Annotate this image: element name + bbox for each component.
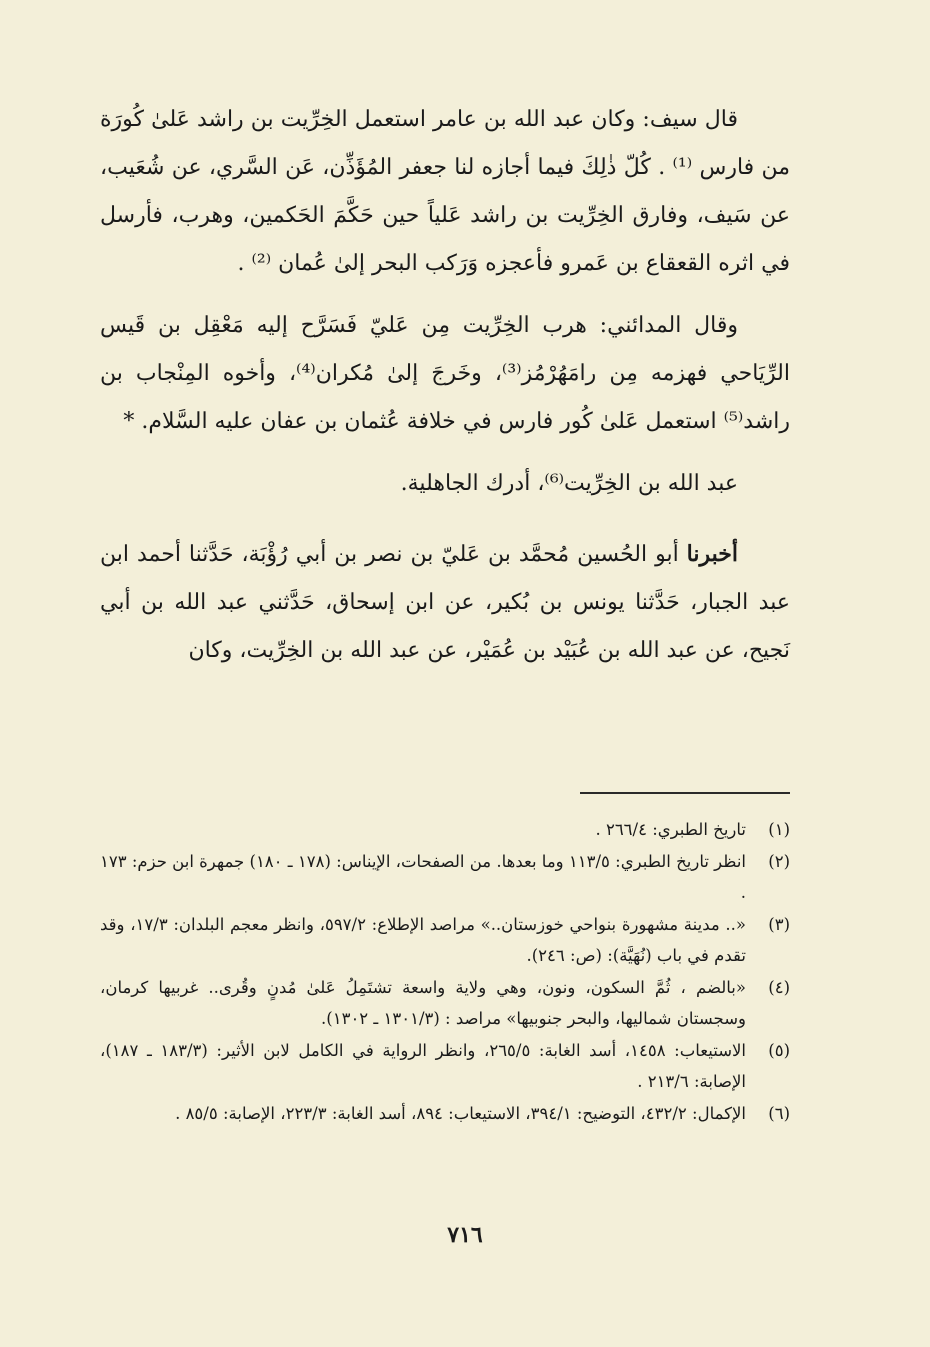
footnote-text: الإكمال: ٤٣٢/٢، التوضيح: ٣٩٤/١، الاستيعاب: ٨٩٤، أسد الغابة: ٢٢٣/٣، الإصابة: ٨٥/٥ . [175,1104,746,1123]
footnote-number: (٢) [768,852,790,871]
paragraph-4-lead: أخبرنا [686,541,738,567]
footnote [100,1035,790,1097]
footnote-text: تاريخ الطبري: ٢٦٦/٤ . [595,820,746,839]
paragraph-2: وقال المدائني: هرب الخِرِّيت مِن عَليّ فَسَرَّح إليه مَعْقِل بن قَيس الرِّيَاحي فهزمه مِن رامَهُرْمُز⁽³⁾، وخَرجَ إلىٰ مُكران⁽⁴⁾، وأخوه المِنْجاب بن راشد⁽⁵⁾ استعمل عَلىٰ كُور فارس في خلافة عُثمان بن عفان عليه السَّلام. * [100,313,790,434]
footnotes [100,814,790,1130]
footnote-text: «.. مدينة مشهورة بنواحي خوزستان..» مراصد الإطلاع: ٥٩٧/٢، وانظر معجم البلدان: ١٧/٣، وقد تقدم في باب (نُهَيَّة): (ص: ٢٤٦). [100,915,746,965]
footnote-rule [580,792,790,794]
entry-heading: عبد الله بن الخِرِّيت⁽⁶⁾، أدرك الجاهلية. [400,471,738,496]
footnote-number: (٣) [768,915,790,934]
paragraph-4-text: أبو الحُسين مُحمَّد بن عَليّ بن نصر بن أبي رُؤْبَة، حَدَّثنا أحمد ابن عبد الجبار، حَدَّثنا يونس بن بُكير، عن ابن إسحاق، حَدَّثني عبد الله بن أبي نَجيح، عن عبد الله بن عُبَيْد بن عُمَيْر، عن عبد الله بن الخِرِّيت، وكان [100,542,790,663]
page-number: ٧١٦ [447,1222,483,1248]
footnote-text: الاستيعاب: ١٤٥٨، أسد الغابة: ٢٦٥/٥، وانظر الرواية في الكامل لابن الأثير: (١٨٣/٣ ـ ١٨٧)، الإصابة: ٢١٣/٦ . [100,1041,747,1091]
paragraph-1: قال سيف: وكان عبد الله بن عامر استعمل الخِرِّيت بن راشد عَلىٰ كُورَة من فارس ⁽¹⁾ . كُلّ ذٰلِكَ فيما أجازه لنا جعفر المُؤَذِّن، عَن السَّري، عن شُعَيب، عن سَيف، وفارق الخِرِّيت بن راشد عَلياً حين حَكَّمَ الحَكمين، وهرب، فأرسل في اثره القعقاع بن عَمرو فأعجزه وَرَكب البحر إلىٰ عُمان ⁽²⁾ . [100,107,790,276]
paragraph-4 [100,530,790,675]
footnote-number: (١) [768,820,790,839]
footnote [100,846,790,908]
footnote [100,814,790,845]
footnote-separator [100,792,790,794]
footnote-number: (٤) [768,978,790,997]
main-text [100,96,790,689]
footnote-text: «بالضم ، ثُمَّ السكون، ونون، وهي ولاية واسعة تشتَمِلُ عَلىٰ مُدنٍ وقُرى.. غربيها كرمان، وسجستان شماليها، والبحر جنوبيها» مراصد : (١٣٠١/٣ ـ ١٣٠٢). [100,978,746,1028]
footnote-text: انظر تاريخ الطبري: ١١٣/٥ وما بعدها. من الصفحات، الإيناس: (١٧٨ ـ ١٨٠) جمهرة ابن حزم: ١٧٣ . [100,852,746,902]
footnote [100,972,790,1034]
footnote [100,909,790,971]
footnote-number: (٦) [768,1104,790,1123]
footnote [100,1098,790,1129]
footnote-number: (٥) [768,1041,790,1060]
